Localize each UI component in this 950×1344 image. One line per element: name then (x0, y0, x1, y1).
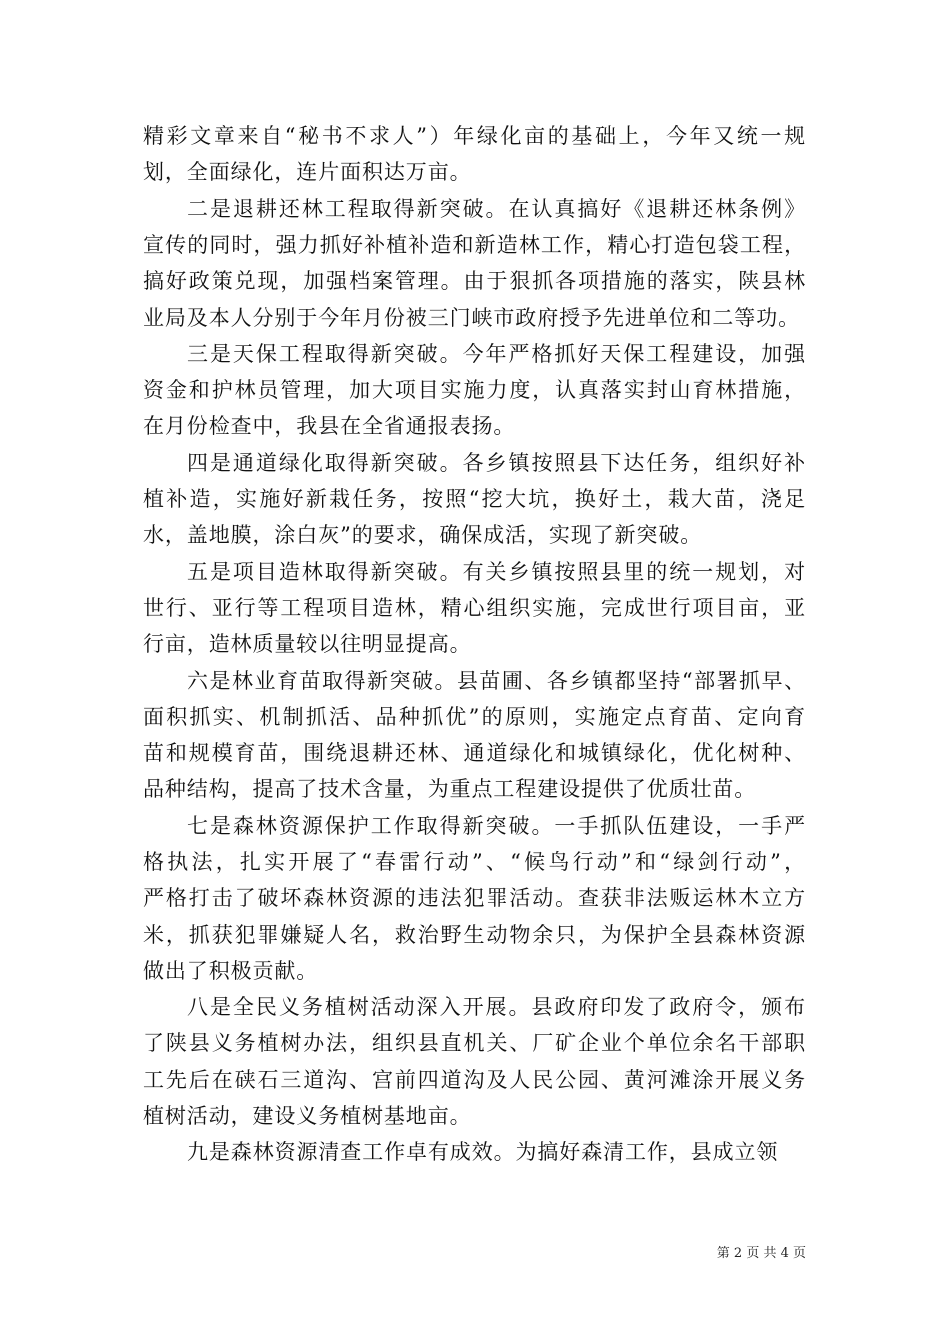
paragraph-line: 格执法，扎实开展了“春雷行动”、“候鸟行动”和“绿剑行动”， (143, 850, 806, 874)
paragraph-line: 严格打击了破坏森林资源的违法犯罪活动。查获非法贩运林木立方 (143, 886, 806, 910)
paragraph-line: 世行、亚行等工程项目造林，精心组织实施，完成世行项目亩，亚 (143, 596, 806, 620)
paragraph-line: 三是天保工程取得新突破。今年严格抓好天保工程建设，加强 (187, 342, 806, 366)
paragraph-line: 苗和规模育苗，围绕退耕还林、通道绿化和城镇绿化，优化树种、 (143, 741, 806, 765)
paragraph-line: 八是全民义务植树活动深入开展。县政府印发了政府令，颁布 (187, 995, 806, 1019)
paragraph-line: 面积抓实、机制抓活、品种抓优”的原则，实施定点育苗、定向育 (143, 705, 806, 729)
paragraph-line: 七是森林资源保护工作取得新突破。一手抓队伍建设，一手严 (187, 814, 806, 838)
paragraph-line: 行亩，造林质量较以往明显提高。 (143, 632, 472, 656)
paragraph-line: 植补造，实施好新栽任务，按照“挖大坑，换好土，栽大苗，浇足 (143, 487, 806, 511)
paragraph-line: 工先后在硖石三道沟、宫前四道沟及人民公园、黄河滩涂开展义务 (143, 1068, 806, 1092)
paragraph-line: 五是项目造林取得新突破。有关乡镇按照县里的统一规划，对 (187, 560, 806, 584)
page-footer: 第 2 页 共 4 页 (716, 1246, 806, 1261)
paragraph-line: 在月份检查中，我县在全省通报表扬。 (143, 414, 516, 438)
paragraph-line: 划，全面绿化，连片面积达万亩。 (143, 160, 472, 184)
paragraph-line: 宣传的同时，强力抓好补植补造和新造林工作，精心打造包袋工程， (143, 233, 806, 257)
paragraph-line: 植树活动，建设义务植树基地亩。 (143, 1104, 472, 1128)
paragraph-line: 资金和护林员管理，加大项目实施力度，认真落实封山育林措施， (143, 378, 806, 402)
paragraph-line: 精彩文章来自“秘书不求人”）年绿化亩的基础上，今年又统一规 (143, 124, 806, 148)
paragraph-line: 做出了积极贡献。 (143, 959, 319, 983)
paragraph-line: 六是林业育苗取得新突破。县苗圃、各乡镇都坚持“部署抓早、 (187, 669, 806, 693)
paragraph-line: 四是通道绿化取得新突破。各乡镇按照县下达任务，组织好补 (187, 451, 806, 475)
paragraph-line: 了陕县义务植树办法，组织县直机关、厂矿企业个单位余名干部职 (143, 1031, 806, 1055)
paragraph-line: 水，盖地膜，涂白灰”的要求，确保成活，实现了新突破。 (143, 523, 703, 547)
paragraph-line: 九是森林资源清查工作卓有成效。为搞好森清工作，县成立领 (187, 1140, 779, 1164)
paragraph-line: 品种结构，提高了技术含量，为重点工程建设提供了优质壮苗。 (143, 777, 757, 801)
paragraph-line: 米，抓获犯罪嫌疑人名，救治野生动物余只，为保护全县森林资源 (143, 923, 806, 947)
paragraph-line: 二是退耕还林工程取得新突破。在认真搞好《退耕还林条例》 (187, 197, 806, 221)
paragraph-line: 搞好政策兑现，加强档案管理。由于狠抓各项措施的落实，陕县林 (143, 269, 806, 293)
paragraph-line: 业局及本人分别于今年月份被三门峡市政府授予先进单位和二等功。 (143, 306, 800, 330)
